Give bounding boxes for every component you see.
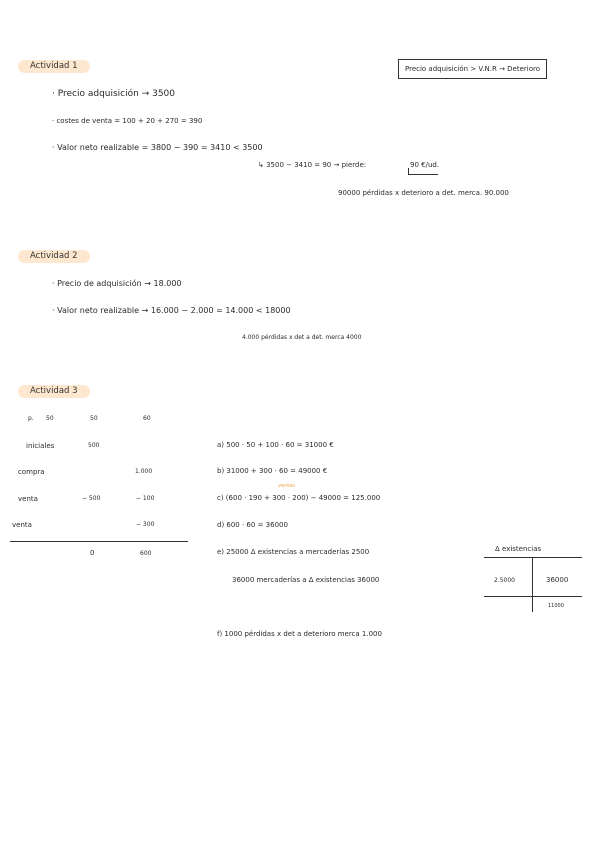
t-account-debit: 2.5000 xyxy=(494,577,515,584)
a3-answer-a: a) 500 · 50 + 100 · 60 = 31000 € xyxy=(217,441,334,449)
a3-answer-b: b) 31000 + 300 · 60 = 49000 € xyxy=(217,467,328,475)
ventas-note: ventas xyxy=(278,483,295,489)
table-row-label: compra xyxy=(18,468,45,476)
table-head-4: 60 xyxy=(143,415,151,422)
table-cell: 500 xyxy=(88,442,100,449)
a1-result-underline xyxy=(408,174,438,175)
t-account-balance-rule xyxy=(484,596,582,597)
a1-line-1: · Precio adquisición → 3500 xyxy=(52,89,176,99)
a3-answer-d: d) 600 · 60 = 36000 xyxy=(217,521,288,529)
a2-line-3: 4.000 pérdidas x det a det. merca 4000 xyxy=(242,334,362,341)
table-row-label: venta xyxy=(18,495,38,503)
table-total: 0 xyxy=(90,549,95,557)
table-head-3: 50 xyxy=(90,415,98,422)
a1-line-4-result: 90 €/ud. xyxy=(410,161,440,169)
table-row-label: venta xyxy=(12,521,32,529)
t-account-credit: 36000 xyxy=(546,576,569,584)
a3-answer-f: f) 1000 pérdidas x det a deterioro merca 1.000 xyxy=(217,630,382,638)
table-total: 600 xyxy=(140,550,152,557)
activity-1-header: Actividad 1 xyxy=(18,60,90,73)
table-head-1: p. xyxy=(28,415,34,422)
t-account-balance: 11000 xyxy=(548,603,564,609)
table-cell: 1.000 xyxy=(135,468,153,475)
a1-result-tick xyxy=(408,168,409,175)
a1-line-2: · costes de venta = 100 + 20 + 270 = 390 xyxy=(52,117,203,125)
a1-line-4: ↳ 3500 − 3410 = 90 → pierde: xyxy=(258,161,367,169)
formula-box: Precio adquisición > V.N.R → Deterioro xyxy=(398,59,547,79)
a2-line-2: · Valor neto realizable → 16.000 − 2.000 = 14.000 < 18000 xyxy=(52,306,291,315)
table-head-2: 50 xyxy=(46,415,54,422)
a1-line-3: · Valor neto realizable = 3800 − 390 = 3410 < 3500 xyxy=(52,143,263,152)
t-account-top-rule xyxy=(484,557,582,558)
table-cell: − 100 xyxy=(136,495,155,502)
a2-line-1: · Precio de adquisición → 18.000 xyxy=(52,279,182,288)
a3-answer-c: c) (600 · 190 + 300 · 200) − 49000 = 125.000 xyxy=(217,494,381,502)
a3-answer-e2: 36000 mercaderías a Δ existencias 36000 xyxy=(232,576,380,584)
table-cell: − 300 xyxy=(136,521,155,528)
t-account-divider xyxy=(532,557,533,612)
table-cell: − 500 xyxy=(82,495,101,502)
table-row-label: iniciales xyxy=(26,442,55,450)
table-total-rule xyxy=(10,541,188,542)
activity-3-header: Actividad 3 xyxy=(18,385,90,398)
t-account-title: Δ existencias xyxy=(495,545,542,553)
a1-line-5: 90000 pérdidas x deterioro a det. merca. 90.000 xyxy=(338,189,509,197)
activity-2-header: Actividad 2 xyxy=(18,250,90,263)
a3-answer-e1: e) 25000 Δ existencias a mercaderías 2500 xyxy=(217,548,370,556)
